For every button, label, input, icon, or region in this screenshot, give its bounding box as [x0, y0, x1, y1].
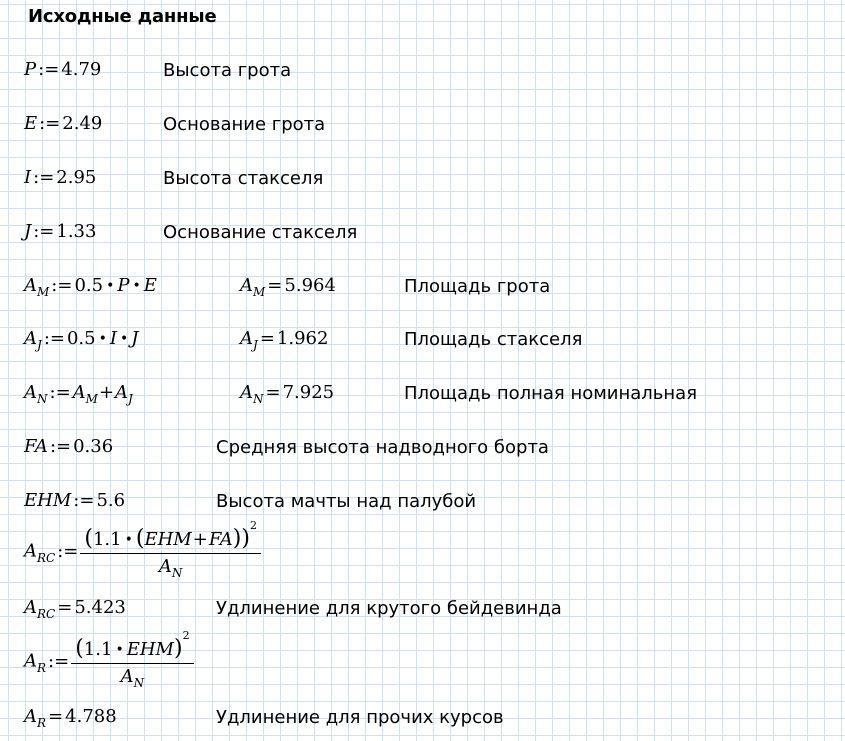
var-subscript: N	[37, 392, 48, 406]
multiply-operator: •	[124, 532, 133, 548]
area-jib-definition[interactable]	[24, 328, 139, 352]
input-value: 4.79	[61, 59, 102, 80]
multiply-operator: •	[98, 331, 107, 347]
equals-operator: =	[259, 328, 275, 349]
var-symbol: A	[158, 556, 172, 577]
var-symbol: A	[24, 706, 37, 727]
input-p-description: Высота грота	[163, 60, 292, 81]
area-total-result[interactable]	[240, 382, 335, 406]
input-value: 2.49	[62, 113, 103, 134]
coefficient: 1.1	[83, 639, 113, 660]
var-symbol: E	[24, 113, 38, 134]
input-i-definition[interactable]	[24, 167, 96, 188]
coefficient: 0.5	[74, 275, 104, 296]
mast-height-description: Высота мачты над палубой	[216, 491, 477, 512]
fraction-denominator	[71, 664, 193, 690]
aspect-other-result[interactable]	[24, 706, 117, 730]
fraction-numerator: (1.1 • (EHM+FA))$^2$	[80, 526, 261, 554]
equals-operator: =	[57, 597, 73, 618]
equals-operator: =	[265, 382, 281, 403]
var-symbol: A	[120, 666, 134, 687]
define-operator: :=	[73, 490, 95, 511]
define-operator: :=	[48, 650, 70, 672]
term-symbol: EHM	[126, 639, 174, 660]
input-e-definition[interactable]	[24, 113, 102, 134]
var-symbol: A	[24, 382, 37, 403]
var-symbol: J	[24, 221, 32, 242]
freeboard-definition[interactable]	[24, 436, 113, 457]
result-value: 5.423	[74, 597, 126, 618]
area-jib-result[interactable]	[240, 328, 329, 352]
equals-operator: =	[267, 275, 283, 296]
define-operator: :=	[51, 275, 73, 296]
plus-operator: +	[98, 382, 115, 403]
plus-operator: +	[192, 529, 208, 550]
var-subscript: N	[253, 392, 264, 406]
freeboard-description: Средняя высота надводного борта	[216, 437, 549, 458]
input-p-definition[interactable]	[24, 59, 101, 80]
area-main-result[interactable]	[240, 275, 336, 299]
area-main-description: Площадь грота	[404, 276, 551, 297]
factor: J	[131, 328, 139, 349]
var-symbol: A	[24, 328, 37, 349]
aspect-other-definition[interactable]	[24, 629, 194, 690]
var-subscript: J	[37, 338, 42, 352]
define-operator: :=	[49, 382, 71, 403]
fraction	[80, 519, 261, 580]
define-operator: :=	[57, 540, 79, 562]
input-i-description: Высота стакселя	[163, 168, 324, 189]
input-value: 5.6	[96, 490, 126, 511]
input-j-definition[interactable]	[24, 221, 96, 242]
factor: I	[109, 328, 117, 349]
var-subscript: R	[37, 716, 47, 730]
input-e-description: Основание грота	[163, 114, 326, 135]
multiply-operator: •	[120, 331, 129, 347]
define-operator: :=	[43, 328, 65, 349]
mast-height-definition[interactable]	[24, 490, 125, 511]
input-value: 2.95	[56, 167, 97, 188]
fraction-numerator: (1.1 • EHM)$^2$	[71, 636, 193, 664]
section-heading: Исходные данные	[28, 6, 217, 27]
area-main-definition[interactable]	[24, 275, 157, 299]
var-symbol: EHM	[24, 490, 72, 511]
var-subscript: R	[37, 660, 47, 675]
area-total-definition[interactable]	[24, 382, 133, 406]
exponent: 2	[249, 519, 257, 532]
aspect-close-definition[interactable]	[24, 519, 261, 580]
term-symbol: FA	[208, 529, 233, 550]
var-symbol: I	[24, 167, 32, 188]
aspect-other-description: Удлинение для прочих курсов	[216, 707, 504, 728]
input-j-description: Основание стакселя	[163, 222, 358, 243]
var-subscript: M	[253, 285, 266, 299]
var-symbol: A	[240, 275, 253, 296]
input-value: 0.36	[73, 436, 114, 457]
aspect-close-description: Удлинение для крутого бейдевинда	[216, 598, 562, 619]
equals-operator: =	[48, 706, 64, 727]
result-value: 5.964	[284, 275, 336, 296]
var-symbol: A	[240, 382, 253, 403]
var-subscript: RC	[37, 607, 56, 621]
coefficient: 0.5	[66, 328, 96, 349]
var-subscript: N	[133, 676, 145, 690]
term-symbol: A	[72, 382, 86, 403]
result-value: 1.962	[276, 328, 329, 349]
multiply-operator: •	[115, 642, 124, 658]
var-subscript: RC	[37, 550, 56, 565]
fraction	[71, 629, 193, 690]
exponent: 2	[182, 629, 190, 642]
define-operator: :=	[39, 113, 61, 134]
var-symbol: A	[24, 540, 37, 562]
var-symbol: FA	[24, 436, 48, 457]
var-symbol: A	[24, 275, 37, 296]
var-subscript: M	[37, 285, 50, 299]
define-operator: :=	[38, 59, 60, 80]
var-symbol: A	[24, 597, 37, 618]
define-operator: :=	[49, 436, 72, 457]
multiply-operator: •	[106, 278, 115, 294]
define-operator: :=	[33, 167, 55, 188]
var-symbol: P	[24, 59, 37, 80]
term-symbol: EHM	[144, 529, 192, 550]
var-symbol: A	[240, 328, 253, 349]
result-value: 7.925	[282, 382, 335, 403]
var-subscript: J	[253, 338, 258, 352]
var-symbol: A	[24, 650, 37, 672]
term-subscript: M	[85, 392, 98, 406]
factor: E	[143, 275, 157, 296]
area-jib-description: Площадь стакселя	[404, 329, 583, 350]
coefficient: 1.1	[92, 529, 122, 550]
fraction-denominator	[80, 554, 261, 580]
factor: P	[117, 275, 130, 296]
define-operator: :=	[33, 221, 55, 242]
term-symbol: A	[115, 382, 129, 403]
aspect-close-result[interactable]	[24, 597, 126, 621]
var-subscript: N	[171, 566, 183, 580]
result-value: 4.788	[65, 706, 117, 727]
area-total-description: Площадь полная номинальная	[404, 383, 698, 404]
term-subscript: J	[128, 392, 133, 406]
input-value: 1.33	[56, 221, 97, 242]
multiply-operator: •	[132, 278, 141, 294]
